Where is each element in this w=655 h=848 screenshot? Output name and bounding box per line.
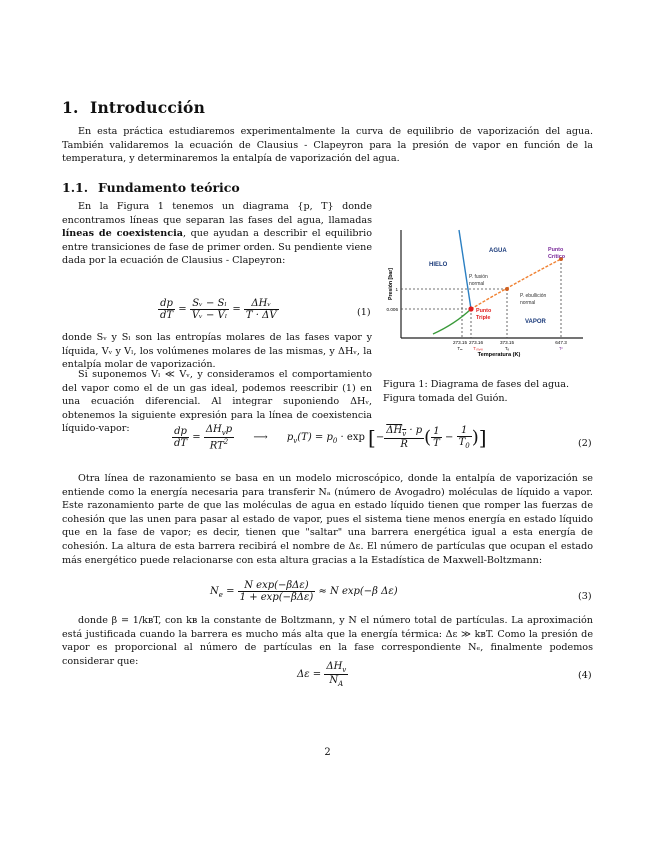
equation-2: $\frac{dp}{dT}$ = $\frac{\Delta H_vp}{RT^2}$ ⟶ $p_v(T) = p_0 \cdot \exp$ [− $\frac{\Delta H_v \cdot p}{R}$ ( $\frac{1}{T}$ − $\frac{1}{T_0}$ )] xyxy=(174,424,487,452)
eq-fraction-num: Sᵥ − Sₗ xyxy=(190,298,229,310)
x-axis-label: Temperatura (K) xyxy=(477,352,521,358)
equation-number: (4) xyxy=(578,670,592,681)
y-tick-label: 0.006 xyxy=(386,307,398,312)
subsection-number: 1.1. xyxy=(62,180,89,195)
y-axis-label: Presión [bar] xyxy=(388,268,394,300)
y-tick-label: 1 xyxy=(395,287,398,292)
x-sub-label: Tᶜ xyxy=(558,346,564,351)
section-title: Introducción xyxy=(90,98,206,117)
equation-number: (3) xyxy=(578,591,592,602)
region-vapor-label: VAPOR xyxy=(525,319,546,325)
eq-fraction-num: ΔHᵥ xyxy=(244,298,279,310)
equation-1: $\frac{dp}{dT}$ = $\frac{\text{Sᵥ − Sₗ}}{\text{Vᵥ − Vₗ}}$ = $\frac{\text{ΔHᵥ}}{T \cdot \Delta V}$ xyxy=(160,298,277,321)
region-ice-label: HIELO xyxy=(429,262,448,268)
critical-point-label: Crítico xyxy=(548,254,566,260)
paragraph-entropies: donde Sᵥ y Sₗ son las entropías molares de las fases vapor y líquida, Vᵥ y Vₗ, los volúmenes molares de las mismas, y ΔHᵥ, la entalpía molar de vaporización. xyxy=(62,332,372,371)
x-tick-label: 273.16 xyxy=(468,340,484,345)
triple-point-marker xyxy=(468,306,473,311)
boiling-point-marker xyxy=(505,287,509,291)
x-sub-label: Tₜᵣᵢₚₗₑ xyxy=(473,346,483,351)
paragraph-text: En la Figura 1 tenemos un diagrama {p, T} donde encontramos líneas que separan las fases del agua, llamadas xyxy=(62,201,372,226)
equation-number: (2) xyxy=(578,438,592,449)
boiling-point-label: P. ebullición xyxy=(520,293,547,299)
triple-point-label: Triple xyxy=(476,315,491,321)
paragraph-microscopic: Otra línea de razonamiento se basa en un modelo microscópico, donde la entalpía de vaporización se entiende como la energía necesaria para transferir Nₐ (número de Avogadro) moléculas de líquido a vapor. Este razonamiento parte de que las moléculas de agua en estado líquido tienen que romper las fuerzas de cohesión que las unen para pasar al estado de vapor, pues el sistema tiene menos energía en estado líquido que en la fase de vapor; es decir, tienen que "saltar" una barrera energética igual a esta energía de cohesión. La altura de esta barrera recibirá el nombre de Δε. El número de partículas que ocupan el estado más energético puede relacionarse con esta altura gracias a la Estadística de Maxwell-Boltzmann: xyxy=(62,473,593,566)
x-sub-label: Tₑ xyxy=(504,346,510,351)
eq-fraction-den: Vᵥ − Vₗ xyxy=(191,310,228,321)
page-number: 2 xyxy=(324,747,331,758)
x-tick-label: 647.3 xyxy=(555,340,567,345)
phase-diagram-figure xyxy=(383,226,591,358)
paragraph-ideal-gas: Si suponemos Vₗ ≪ Vᵥ, y consideramos el comportamiento del vapor como el de un gas ideal, podemos reescribir (1) en una ecuación diferencial. Al integrar suponiendo ΔHᵥ, obtenemos la siguiente expresión para la línea de coexistencia líquido-vapor: xyxy=(62,369,372,435)
x-tick-label: 373.15 xyxy=(499,340,515,345)
region-water-label: AGUA xyxy=(489,248,507,254)
eq-fraction-den: T · ΔV xyxy=(245,310,277,321)
eq-fraction-num: dp xyxy=(158,298,175,310)
section-number: 1. xyxy=(62,98,79,117)
x-sub-label: Tₘ xyxy=(457,346,463,351)
intro-paragraph: En esta práctica estudiaremos experimentalmente la curva de equilibrio de vaporización del agua. También validaremos la ecuación de Clausius - Clapeyron para la presión de vapor en función de la temperatura, y determinaremos la entalpía de vaporización del agua. xyxy=(62,126,593,165)
triple-point-label: Punto xyxy=(476,308,492,314)
fusion-point-label: normal xyxy=(469,281,485,287)
boiling-point-label: normal xyxy=(520,300,536,306)
critical-point-label: Punto xyxy=(548,247,564,253)
fusion-point-label: P. fusión xyxy=(469,274,488,280)
eq-fraction-den: dT xyxy=(160,310,174,321)
bold-term: líneas de coexistencia xyxy=(62,228,183,240)
section-heading xyxy=(62,98,205,117)
subsection-title: Fundamento teórico xyxy=(98,180,240,195)
paragraph-diagram xyxy=(62,200,372,268)
equation-4: Δε = $\frac{\Delta H_v}{N_A}$ xyxy=(297,661,347,688)
subsection-heading xyxy=(62,180,240,195)
equation-3: $N_e$ = $\frac{\text{N exp(−βΔε)}}{\text{1 + exp(−βΔε)}}$ ≈ N exp(−β Δε) xyxy=(210,580,398,603)
figure-caption: Figura 1: Diagrama de fases del agua. Figura tomada del Guión. xyxy=(383,379,570,404)
paragraph-text: , que ayudan a describir el equilibrio entre transiciones de fase de primer orden. Su pendiente viene dada por la ecuación de Clausius - Clapeyron: xyxy=(62,228,372,267)
paragraph-boltzmann: donde β = 1/kʙT, con kʙ la constante de Boltzmann, y N el número total de partículas. La aproximación está justificada cuando la barrera es mucho más alta que la energía térmica: Δε ≫ kʙT. Como la presión de vapor es proporcional al número de partículas en la fase correspondiente Nₑ, finalmente podemos considerar que: xyxy=(62,615,593,667)
x-tick-label: 273.15 xyxy=(452,340,468,345)
equation-number: (1) xyxy=(357,307,371,318)
